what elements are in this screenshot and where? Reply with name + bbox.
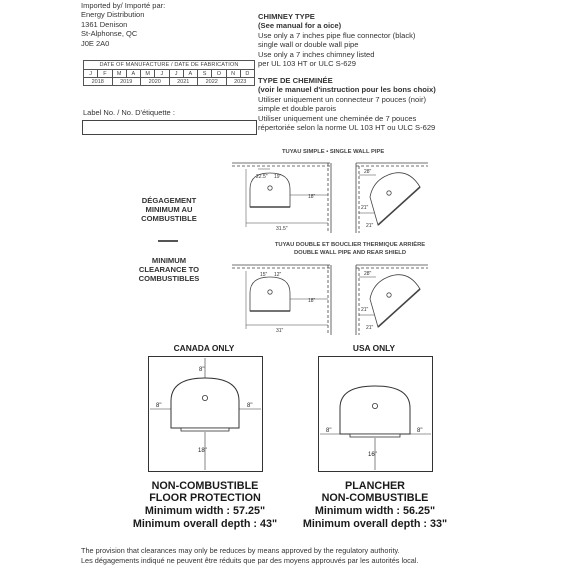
single-wall-dim-g: 21" (366, 223, 374, 229)
month-cell: J (155, 70, 169, 78)
chimney-type-en (258, 12, 415, 68)
chimney-line: per UL 103 HT or ULC S-629 (258, 59, 356, 69)
month-cell: J (169, 70, 183, 78)
month-cell: J (84, 70, 98, 78)
usa-protection-label-1: PLANCHER (345, 480, 405, 492)
double-wall-dim-c: 18" (308, 298, 316, 304)
date-of-manufacture-table (83, 60, 255, 86)
chimney-line-fr: répertoriée selon la norme UL 103 HT ou ULC S-629 (258, 123, 436, 133)
chimney-type-fr (258, 76, 436, 132)
double-wall-title-en: DOUBLE WALL PIPE AND REAR SHIELD (293, 250, 407, 256)
footer-note-fr: Les dégagements indiqué ne peuvent être réduits que par des moyens approuvés par les autorités local. (81, 556, 419, 565)
importer-line: St-Alphonse, QC (81, 29, 138, 39)
double-wall-dim-a: 15" (260, 272, 268, 278)
single-wall-parallel-diagram (232, 163, 331, 233)
usa-front-clearance: 16" (368, 452, 377, 458)
chimney-line-fr: Utiliser uniquement un connecteur 7 pouces (noir) (258, 94, 426, 104)
usa-only-title: USA ONLY (352, 343, 396, 353)
canada-protection-label-2: FLOOR PROTECTION (149, 492, 261, 504)
usa-min-width: Minimum width : 56.25" (314, 505, 436, 517)
single-wall-dim-f: 21" (361, 205, 369, 211)
double-wall-dim-e: 28" (364, 271, 372, 277)
importer-line: J0E 2A0 (81, 38, 110, 48)
importer-block (81, 1, 165, 48)
year-cell: 2018 (84, 78, 113, 86)
month-cell: A (126, 70, 140, 78)
double-wall-dim-f: 21" (361, 307, 369, 313)
label-number-box[interactable] (82, 120, 257, 135)
month-cell: F (98, 70, 112, 78)
month-cell: M (141, 70, 155, 78)
importer-line: Energy Distribution (81, 10, 145, 20)
canada-left-clearance: 8" (156, 403, 162, 409)
chimney-line-fr: simple et double parois (258, 104, 337, 114)
clearance-fr-line: COMBUSTIBLE (141, 214, 197, 223)
chimney-line-fr: Utiliser uniquement une cheminée de 7 pouces (258, 113, 417, 123)
canada-only-title: CANADA ONLY (173, 343, 235, 353)
usa-left-clearance: 8" (326, 428, 332, 434)
usa-right-clearance: 8" (417, 428, 423, 434)
chimney-type-subtitle: (See manual for a oice) (258, 21, 342, 31)
year-cell: 2020 (141, 78, 170, 86)
clearance-en-line: MINIMUM (151, 256, 187, 265)
chimney-type-title-fr: TYPE DE CHEMINÉE (258, 76, 333, 85)
month-cell: O (212, 70, 226, 78)
single-wall-dim-d: 31.5" (276, 226, 288, 232)
year-row (84, 78, 255, 86)
canada-protection-label-1: NON-COMBUSTIBLE (151, 480, 259, 492)
clearance-en-line: CLEARANCE TO (138, 265, 200, 274)
clearance-en-line: COMBUSTIBLES (138, 274, 200, 283)
chimney-line: Use only a 7 inches chimney listed (258, 49, 375, 59)
canada-min-width: Minimum width : 57.25" (144, 505, 266, 517)
canada-min-depth: Minimum overall depth : 43" (132, 518, 278, 530)
year-cell: 2022 (198, 78, 227, 86)
year-cell: 2023 (226, 78, 255, 86)
month-cell: M (112, 70, 126, 78)
usa-min-depth: Minimum overall depth : 33" (302, 518, 448, 530)
double-wall-title-fr: TUYAU DOUBLE ET BOUCLIER THERMIQUE ARRIÈRE (274, 242, 426, 248)
clearance-label-fr (124, 196, 214, 223)
double-wall-diagrams (228, 259, 448, 337)
date-table-header: DATE OF MANUFACTURE / DATE DE FABRICATION (84, 61, 255, 70)
canada-right-clearance: 8" (247, 403, 253, 409)
clearance-fr-line: DÉGAGEMENT (141, 196, 197, 205)
single-wall-title: TUYAU SIMPLE • SINGLE WALL PIPE (282, 149, 385, 155)
chimney-type-title: CHIMNEY TYPE (258, 12, 315, 21)
importer-line: Imported by/ Importé par: (81, 1, 166, 10)
importer-line: 1361 Denison (81, 19, 128, 29)
canada-floor-diagram (148, 356, 263, 472)
single-wall-dim-b: 19" (274, 174, 282, 180)
month-cell: S (198, 70, 212, 78)
month-cell: D (240, 70, 254, 78)
year-cell: 2021 (169, 78, 198, 86)
double-wall-dim-g: 21" (366, 325, 374, 331)
chimney-type-subtitle-fr: (voir le manuel d'instruction pour les bons choix) (258, 85, 436, 95)
month-row (84, 70, 255, 78)
single-wall-dim-a: 22.5" (256, 174, 268, 180)
double-wall-dim-d: 31" (276, 328, 284, 334)
single-wall-dim-e: 28" (364, 169, 372, 175)
single-wall-dim-c: 18" (308, 194, 316, 200)
single-wall-diagrams (228, 157, 448, 235)
chimney-line: Use only a 7 inches pipe flue connector (black) (258, 30, 416, 40)
double-wall-dim-b: 12" (274, 272, 282, 278)
month-cell: A (183, 70, 197, 78)
usa-protection-label-2: NON-COMBUSTIBLE (321, 492, 429, 504)
canada-top-clearance: 8" (199, 367, 205, 373)
chimney-line: single wall or double wall pipe (258, 40, 359, 50)
double-wall-parallel-diagram (232, 265, 331, 335)
year-cell: 2019 (112, 78, 141, 86)
clearance-label-en (124, 256, 214, 283)
label-number-caption: Label No. / No. D'étiquette : (83, 108, 175, 117)
footer-note-en: The provision that clearances may only be reduces by means approved by the regulatory authority. (81, 546, 400, 555)
clearance-divider (158, 240, 178, 242)
usa-floor-diagram (318, 356, 433, 472)
month-cell: N (226, 70, 240, 78)
clearance-fr-line: MINIMUM AU (145, 205, 193, 214)
canada-front-clearance: 18" (198, 448, 207, 454)
